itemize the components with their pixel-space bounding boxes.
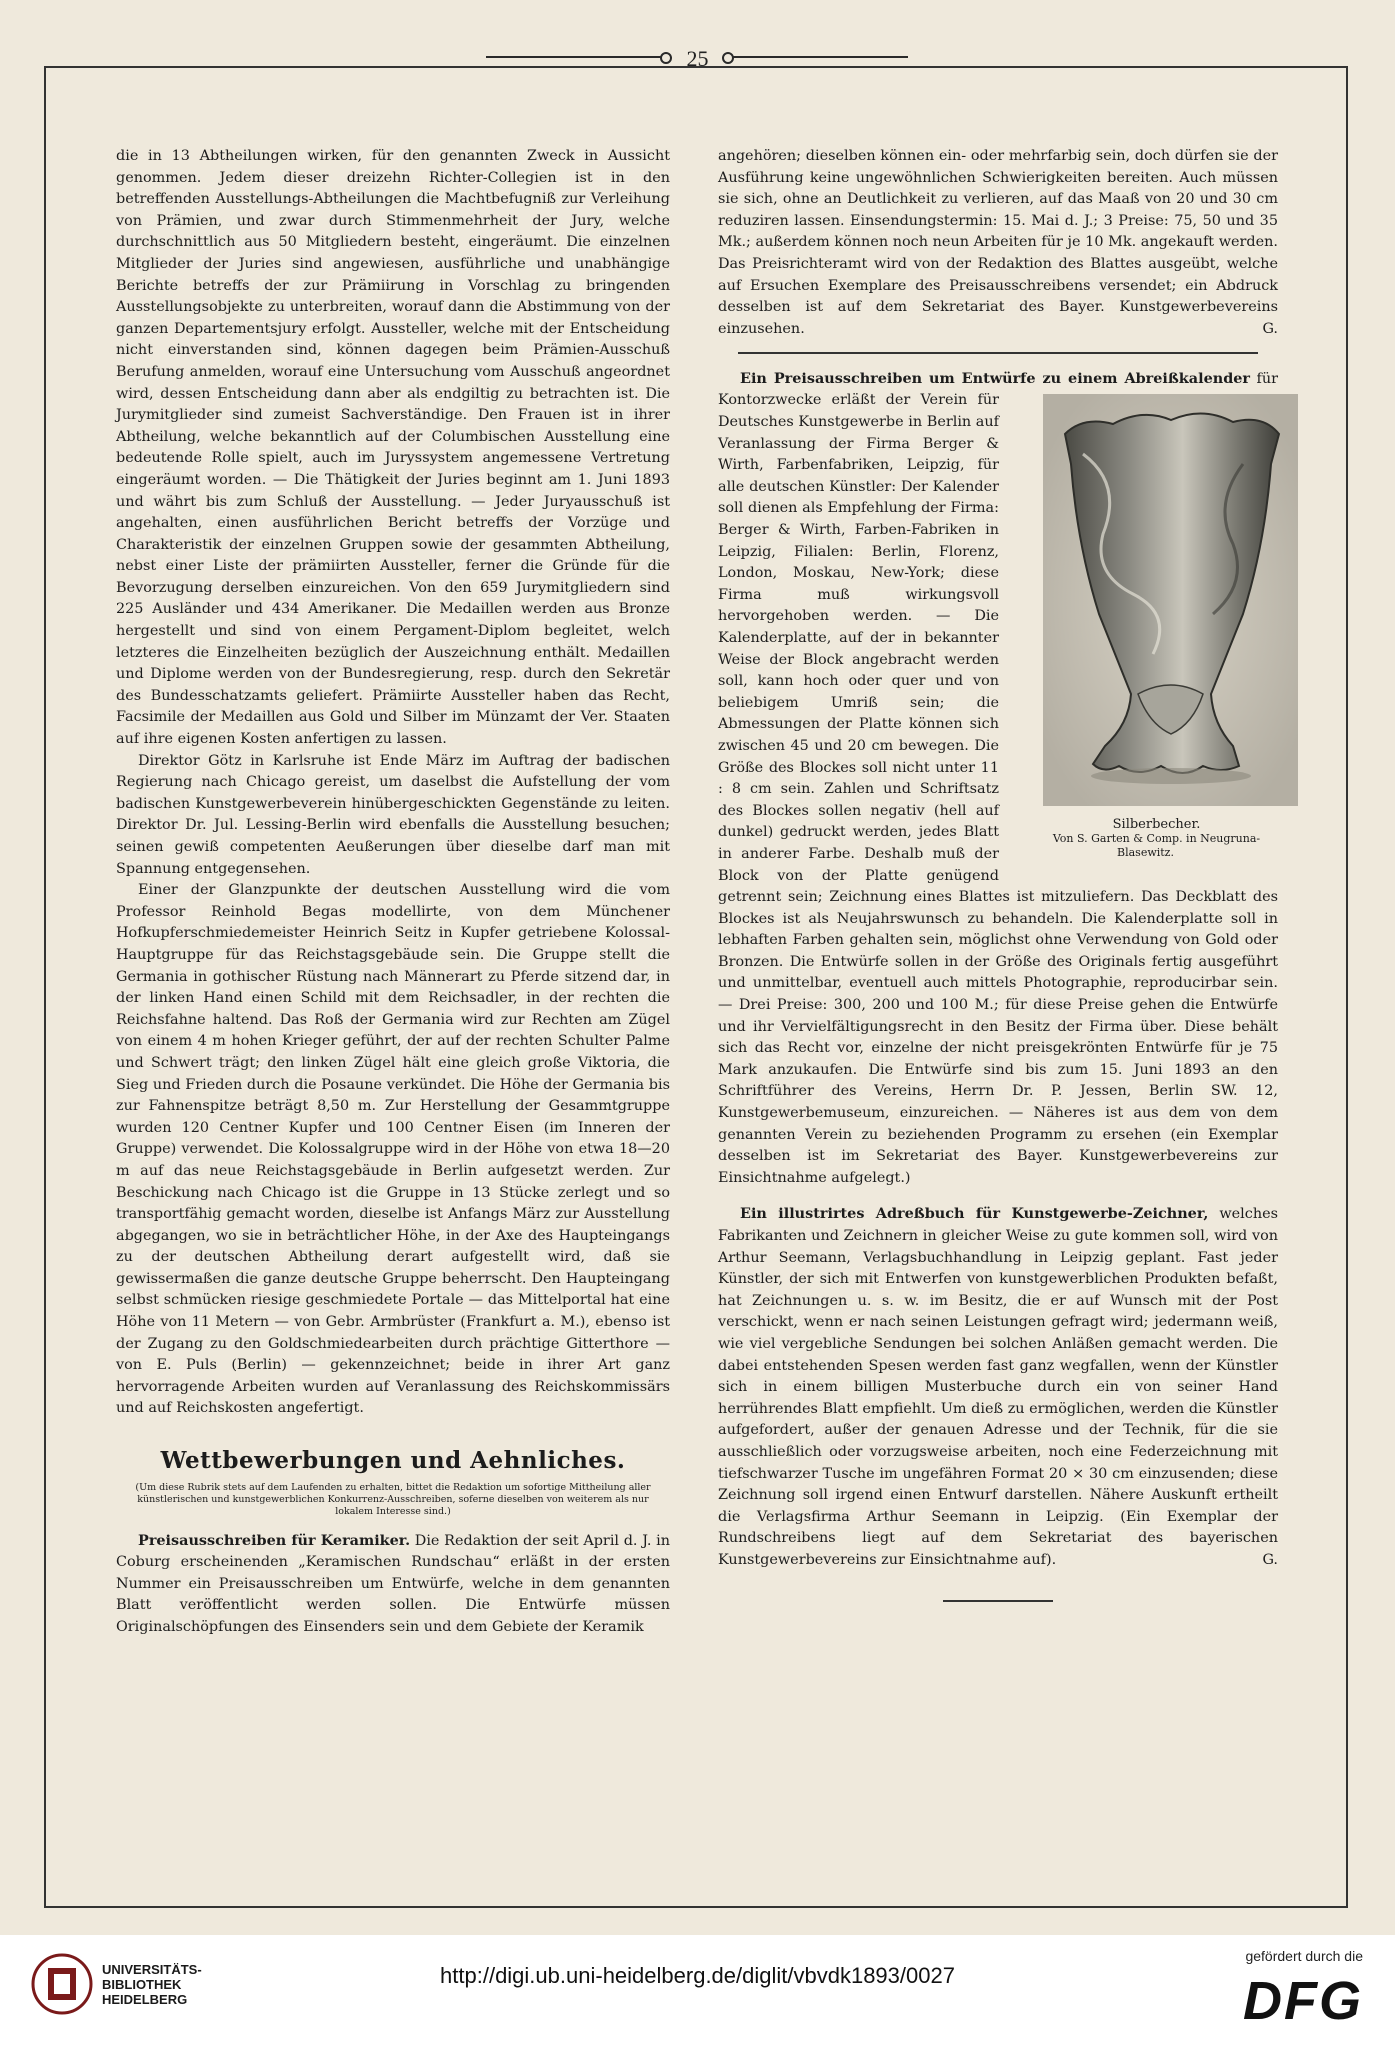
keramik-paragraph xyxy=(116,1530,670,1639)
funding-label: gefördert durch die xyxy=(1245,1948,1363,1964)
library-line: UNIVERSITÄTS- xyxy=(102,1962,202,1977)
source-url[interactable]: http://digi.ub.uni-heidelberg.de/diglit/vbvdk1893/0027 xyxy=(440,1963,955,1988)
footer xyxy=(0,1935,1395,2045)
adressbuch-text: welches Fabrikanten und Zeichnern in gleicher Weise zu gute kommen soll, wird von Arthur Seemann, Verlagsbuchhandlung in Leipzig geplant. Fast jeder Künstler, der sich mit Entwerfen von kunstgewerblichen Produkten befaßt, hat Zeichnungen u. s. w. im Besitz, die er auf Wunsch mit der Post verschickt, wenn er nach seinen Leistungen gefragt wird; jedermann weiß, wie viel vergebliche Sendungen bei solchen Anläßen gemacht werden. Die dabei entstehenden Spesen werden fast ganz wegfallen, wenn der Künstler sich in einem billigen Musterbuche durch ein von seiner Hand herrührendes Blatt empfiehlt. Um dieß zu ermöglichen, werden die Künstler aufgefordert, außer der genauen Adresse und der Technik, für die sie ausschließlich oder vorzugsweise arbeiten, noch eine Federzeichnung mit tiefschwarzer Tusche im ungefähren Format 20 × 30 cm einzusenden; diese Zeichnung soll irgend einen Entwurf darstellen. Nähere Auskunft ertheilt die Verlagsfirma Arthur Seemann in Leipzig. (Ein Exemplar der Rundschreibens liegt auf dem Sekretariat des bayerischen Kunstgewerbevereins zur Einsichtnahme auf). xyxy=(718,1206,1278,1568)
signature: G. xyxy=(1262,320,1278,337)
library-line: HEIDELBERG xyxy=(102,1992,188,2007)
figure-caption xyxy=(1013,818,1278,860)
body-paragraph: die in 13 Abtheilungen wirken, für den genannten Zweck in Aussicht genommen. Jedem dieser dreizehn Richter-Collegien ist in den betreffenden Ausstellungs-Abtheilungen die Machtbefugniß zur Verleihung von Prämien, und zwar durch Stimmenmehrheit der Jury, welche durchschnittlich aus 50 Mitgliedern besteht, eingeräumt. Die einzelnen Mitglieder der Juries sind angewiesen, ausführliche und unabhängige Berichte betreffs der zur Prämiirung in Vorschlag zu bringenden Ausstellungsobjekte zu unterbreiten, worauf dann die Abstimmung von der ganzen Departementsjury erfolgt. Aussteller, welche mit der Entscheidung nicht einverstanden sind, können dagegen beim Prämien-Ausschuß Berufung anmelden, worauf eine Untersuchung vom Ausschuß angeordnet wird, dessen Entscheidung dann aber als endgiltig zu betrachten ist. Die Jurymitglieder sind zumeist Sachverständige. Den Frauen ist in ihrer Abtheilung, welche bekanntlich auf der Columbischen Ausstellung eine bedeutende Rolle spielt, auch im Juryssystem angemessene Vertretung eingeräumt worden. — Die Thätigkeit der Juries beginnt am 1. Juni 1893 und währt bis zum Schluß der Ausstellung. — Jeder Juryausschuß ist angehalten, einen ausführlichen Bericht betreffs der Vorzüge und Charakteristik der einzelnen Gruppen sowie der gesammten Abtheilung, nebst einer Liste der prämiirten Aussteller, ferner die Gründe für die Bevorzugung derselben einzureichen. Von den 659 Jurymitgliedern sind 225 Ausländer und 434 Amerikaner. Die Medaillen werden aus Bronze hergestellt und sind von einem Pergament-Diplom begleitet, welch letzteres die Einzelheiten bezüglich der Auszeichnung enthält. Medaillen und Diplome werden von der Bundesregierung, resp. durch den Sekretär des Bundesschatzamts geliefert. Prämiirte Aussteller haben das Recht, Facsimile der Medaillen aus Gold und Silber im Münzamt der Ver. Staaten auf ihre eigenen Kosten anfertigen zu lassen. xyxy=(116,148,670,748)
left-column xyxy=(116,146,670,1639)
end-rule xyxy=(943,1600,1053,1602)
body-paragraph: Einer der Glanzpunkte der deutschen Ausstellung wird die vom Professor Reinhold Begas modellirte, von dem Münchener Hofkupferschmiedemeister Heinrich Seitz in Kupfer getriebene Kolossal-Hauptgruppe für das Reichstagsgebäude sein. Die Gruppe stellt die Germania in gothischer Rüstung nach Männerart zu Pferde sitzend dar, in der linken Hand einen Schild mit dem Reichsadler, in der rechten die Reichsfahne haltend. Das Roß der Germania wird zur Rechten am Zügel von einem 4 m hohen Krieger geführt, der auf der rechten Schulter Palme und Schwert trägt; den linken Zügel hält eine gleich große Viktoria, die Sieg und Frieden durch die Posaune verkündet. Die Höhe der Germania bis zur Fahnenspitze beträgt 8,50 m. Zur Herstellung der Gesammtgruppe wurden 120 Centner Kupfer und 100 Centner Eisen (im Inneren der Gruppe) verwendet. Die Kolossalgruppe wird in der Höhe von etwa 18—20 m auf das neue Reichstagsgebäude in Berlin aufgesetzt werden. Zur Beschickung nach Chicago ist die Gruppe in 13 Stücke zerlegt und so transportfähig gemacht worden, dieselbe ist Anfangs März zur Ausstellung abgegangen, wo sie in beträchtlicher Höhe, in der Axe des Haupteingangs zu der deutschen Abtheilung derart aufgestellt wird, daß sie gewissermaßen die ganze deutsche Gruppe beherrscht. Den Haupteingang selbst schmücken riesige geschmiedete Portale — das Mittelportal hat eine Höhe von 11 Metern — von Gebr. Armbrüster (Frankfurt a. M.), ebenso ist der Zugang zu den Goldschmiedearbeiten durch prächtige Gitterthore — von E. Puls (Berlin) — gekennzeichnet; beide in ihrer Art ganz hervorragende Arbeiten wurden auf Veranlassung des Reichskommissärs und auf Reichskosten angefertigt. xyxy=(116,882,670,1417)
kalender-text: für Kontorzwecke erläßt der Verein für Deutsches Kunstgewerbe in Berlin auf Veranlassung der Firma Berger & Wirth, Farbenfabriken, Leipzig, für alle deutschen Künstler: Der Kalender soll dienen als Empfehlung der Firma: Berger & Wirth, Farben-Fabriken in Leipzig, Filialen: Berlin, Florenz, London, Moskau, New-York; diese Firma muß wirkungsvoll hervorgehoben werden. — Die Kalenderplatte, auf der in bekannter Weise der Block angebracht werden soll, kann hoch oder quer und von beliebigem Umriß sein; die Abmessungen der Platte können sich zwischen 45 und 20 cm bewegen. Die Größe des Blockes soll nicht unter 11 : 8 cm sein. Zahlen und Schriftsatz des Blockes sollen negativ (hell auf dunkel) gedruckt werden, jedes Blatt in anderer Farbe. Deshalb muß der Block von der Platte genügend getrennt sein; Zeichnung eines Blattes ist mitzuliefern. Das Deckblatt des Blockes ist als Neujahrswunsch zu behandeln. Die Kalenderplatte soll in lebhaften Farben gehalten sein, möglichst ohne Verwendung von Gold oder Bronzen. Die Entwürfe sollen in der Größe des Originals fertig ausgeführt und unmittelbar, eventuell auch mittels Photographie, reproducirbar sein. — Drei Preise: 300, 200 und 100 M.; für diese Preise gehen die Entwürfe und ihr Vervielfältigungsrecht in den Besitz der Firma über. Diese behält sich das Recht vor, einzelne der nicht preisgekrönten Entwürfe für je 75 Mark anzukaufen. Die Entwürfe sind bis zum 15. Juni 1893 an den Schriftführer des Vereins, Herrn Dr. P. Jessen, Berlin SW. 12, Kunstgewerbemuseum, einzureichen. — Näheres ist aus dem von dem genannten Verein zu beziehenden Programm zu ersehen (ein Exemplar desselben ist im Sekretariat des Bayer. Kunstgewerbevereins zur Einsichtnahme aufgelegt.) xyxy=(718,370,1278,1186)
kalender-lead: Ein Preisausschreiben um Entwürfe zu einem Abreißkalender xyxy=(740,369,1250,387)
keramik-text: Die Redaktion der seit April d. J. in Coburg erscheinenden „Keramischen Rundschau“ erläßt in der ersten Nummer ein Preisausschreiben um Entwürfe, welche in dem genannten Blatt veröffentlicht werden sollen. Die Entwürfe müssen Originalschöpfungen des Einsenders sein und dem Gebiete der Keramik xyxy=(116,1532,671,1635)
body-paragraph: Direktor Götz in Karlsruhe ist Ende März im Auftrag der badischen Regierung nach Chicago gereist, um daselbst die Aufstellung der vom badischen Kunstgewerbeverein hinübergeschickten Gegenstände zu leiten. Direktor Dr. Jul. Lessing-Berlin wird ebenfalls die Ausstellung besuchen; seinen gewiß competenten Aeußerungen über dieselbe darf man mit Spannung entgegensehen. xyxy=(116,752,670,877)
adressbuch-lead: Ein illustrirtes Adreßbuch für Kunstgewerbe-Zeichner, xyxy=(740,1205,1209,1223)
signature: G. xyxy=(1262,1551,1278,1568)
figure xyxy=(1013,394,1278,860)
dfg-logo: DFG xyxy=(1243,1971,1363,2031)
right-column xyxy=(718,146,1278,1618)
divider xyxy=(738,352,1258,354)
keramik-lead: Preisausschreiben für Keramiker. xyxy=(138,1531,411,1549)
section-title: Wettbewerbungen und Aehnliches. xyxy=(160,1447,626,1475)
page-number: 25 xyxy=(686,46,709,71)
header-ornament-right xyxy=(728,56,908,58)
kalender-paragraph xyxy=(718,368,1278,1190)
continuation-text: angehören; dieselben können ein- oder mehrfarbig sein, doch dürfen sie der Ausführung keine ungewöhnlichen Schwierigkeiten bereiten. Auch müssen sie sich, ohne an Deutlichkeit zu verlieren, auf das Maaß von 20 und 30 cm reduziren lassen. Einsendungstermin: 15. Mai d. J.; 3 Preise: 75, 50 und 35 Mk.; außerdem können noch neun Arbeiten für je 10 Mk. angekauft werden. Das Preisrichteramt wird von der Redaktion des Blattes ausgeübt, welche auf Ersuchen Exemplare des Preisausschreibens versendet; ein Abdruck desselben ist auf dem Sekretariat des Bayer. Kunstgewerbevereins einzusehen. xyxy=(718,148,1278,337)
adressbuch-paragraph xyxy=(718,1203,1278,1571)
silver-cup-image xyxy=(1043,394,1298,806)
library-line: BIBLIOTHEK xyxy=(102,1977,182,1992)
section-note: (Um diese Rubrik stets auf dem Laufenden zu erhalten, bittet die Redaktion um sofortige Mittheilung aller künstlerischen und kunstgewerblichen Konkurrenz-Ausschreiben, soferne dieselben von weiterem als nur lokalem Interesse sind.) xyxy=(135,1481,651,1517)
continuation-paragraph xyxy=(718,146,1278,340)
caption-title: Silberbecher. xyxy=(1112,817,1201,833)
caption-credit: Von S. Garten & Comp. in Neugruna-Blasewitz. xyxy=(1052,832,1261,860)
